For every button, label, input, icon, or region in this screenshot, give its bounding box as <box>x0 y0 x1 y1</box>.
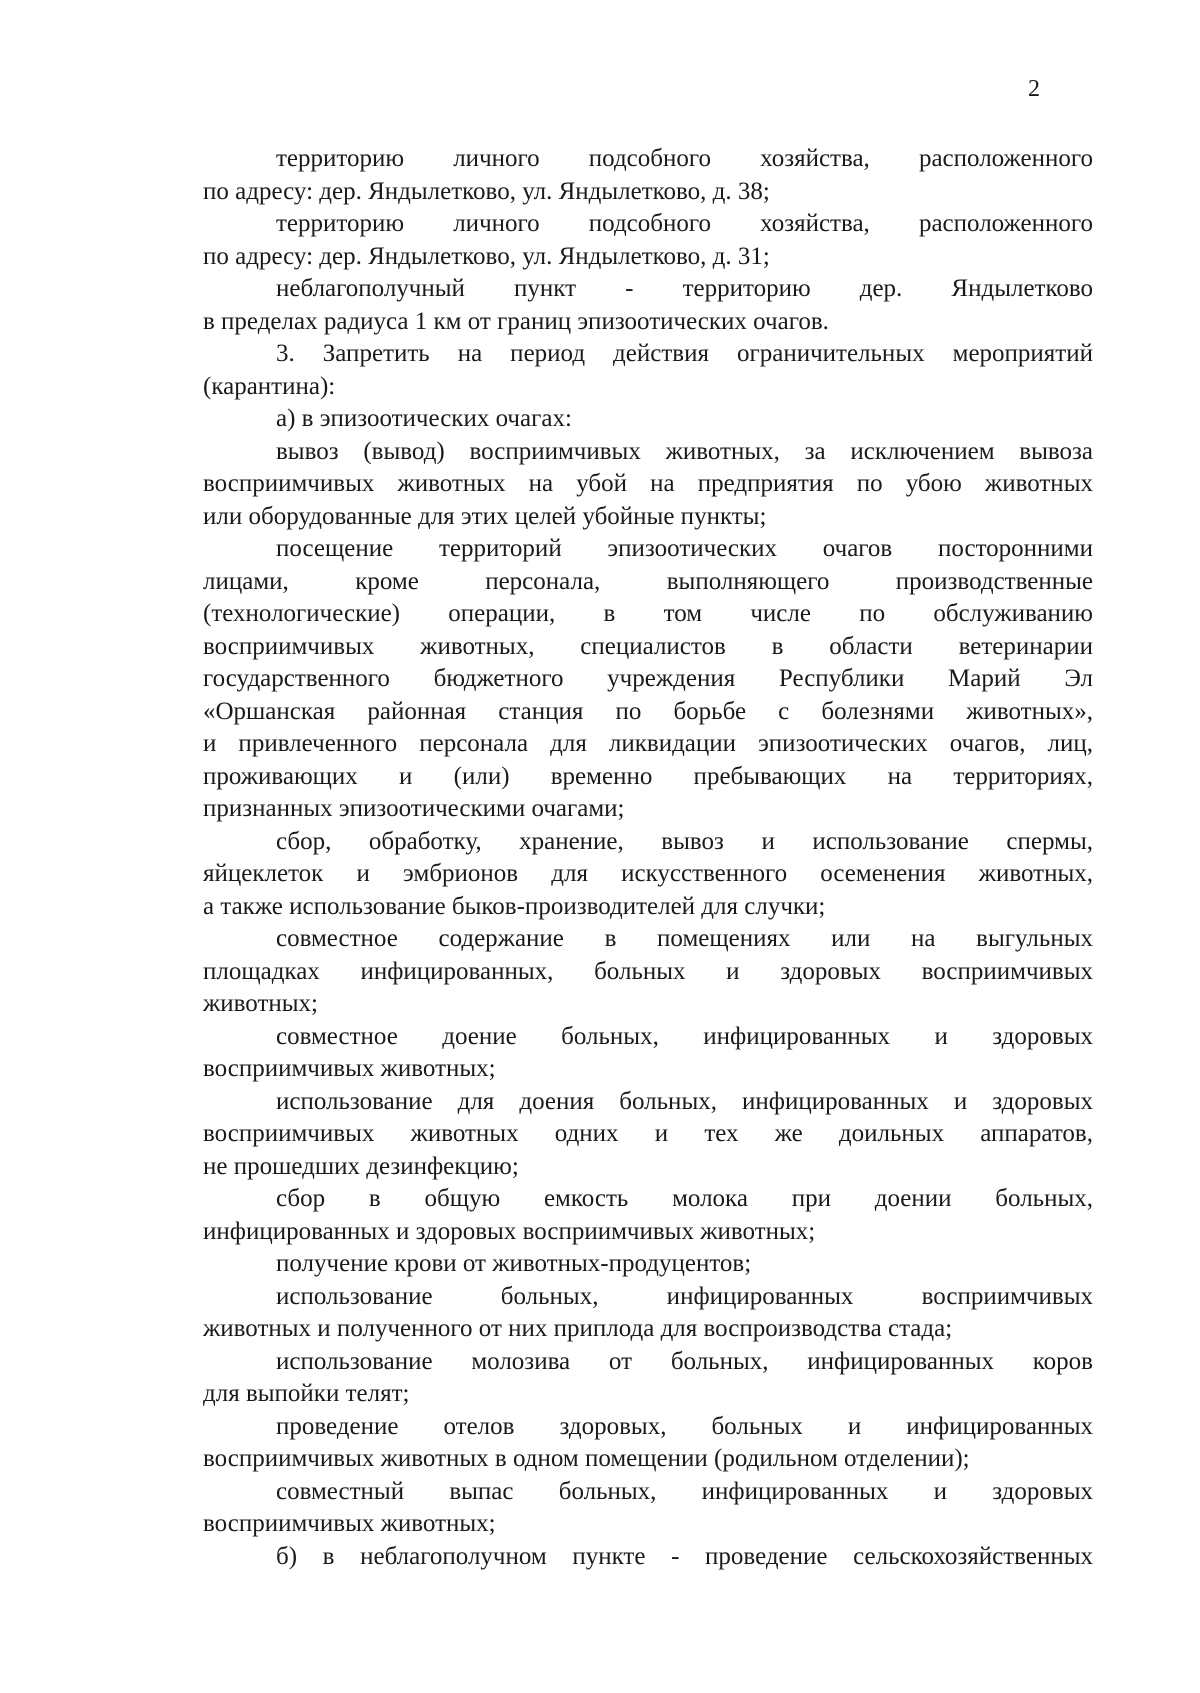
text-line: восприимчивых животных, специалистов в области ветеринарии <box>203 632 1093 660</box>
text-line: совместное доение больных, инфицированных и здоровых <box>276 1022 1093 1050</box>
paragraph-grazing <box>203 1476 1093 1541</box>
text-line: для выпойки телят; <box>203 1380 410 1407</box>
paragraph-milking-machines <box>203 1086 1093 1184</box>
paragraph-calving <box>203 1411 1093 1476</box>
text-line: восприимчивых животных; <box>203 1055 496 1082</box>
paragraph-joint-milking <box>203 1021 1093 1086</box>
text-line: а) в эпизоотических очагах: <box>276 405 572 432</box>
text-line: восприимчивых животных одних и тех же доильных аппаратов, <box>203 1120 1093 1147</box>
text-line: использование больных, инфицированных восприимчивых <box>276 1282 1093 1310</box>
paragraph-removal <box>203 436 1093 534</box>
paragraph-milk-collection <box>203 1183 1093 1248</box>
text-line: а также использование быков-производителей для случки; <box>203 892 826 920</box>
text-line: использование для доения больных, инфицированных и здоровых <box>276 1087 1093 1115</box>
page-number: 2 <box>1028 76 1040 102</box>
paragraph-joint-keeping <box>203 923 1093 1021</box>
text-line: по адресу: дер. Яндылетково, ул. Яндылетково, д. 31; <box>203 242 770 270</box>
text-line: восприимчивых животных; <box>203 1510 496 1537</box>
paragraph-address-38 <box>203 143 1093 208</box>
text-line: проведение отелов здоровых, больных и инфицированных <box>276 1412 1093 1440</box>
text-line: сбор, обработку, хранение, вывоз и использование спермы, <box>276 827 1093 855</box>
text-line: (технологические) операции, в том числе по обслуживанию <box>203 600 1093 627</box>
text-line: совместный выпас больных, инфицированных и здоровых <box>276 1477 1093 1505</box>
text-line: «Оршанская районная станция по борьбе с болезнями животных», <box>203 697 1093 725</box>
text-line: или оборудованные для этих целей убойные пункты; <box>203 502 767 530</box>
text-line: использование молозива от больных, инфицированных коров <box>276 1347 1093 1375</box>
text-line: получение крови от животных-продуцентов; <box>276 1250 752 1277</box>
text-line: восприимчивых животных на убой на предприятия по убою животных <box>203 470 1093 497</box>
paragraph-colostrum <box>203 1346 1093 1411</box>
text-line: совместное содержание в помещениях или на выгульных <box>276 925 1093 952</box>
text-line: лицами, кроме персонала, выполняющего производственные <box>203 567 1093 595</box>
text-line: 3. Запретить на период действия ограничительных мероприятий <box>276 340 1093 367</box>
text-line: площадках инфицированных, больных и здоровых восприимчивых <box>203 957 1093 985</box>
text-line: признанных эпизоотическими очагами; <box>203 795 625 822</box>
text-line: не прошедших дезинфекцию; <box>203 1152 519 1180</box>
text-line: территорию личного подсобного хозяйства, расположенного <box>276 210 1093 237</box>
paragraph-reproduction <box>203 1281 1093 1346</box>
paragraph-address-31 <box>203 208 1093 273</box>
text-line: (карантина): <box>203 372 336 400</box>
text-line: вывоз (вывод) восприимчивых животных, за исключением вывоза <box>276 437 1093 465</box>
text-line: б) в неблагополучном пункте - проведение сельскохозяйственных <box>276 1542 1093 1570</box>
text-line: животных; <box>203 990 319 1017</box>
text-line: посещение территорий эпизоотических очагов посторонними <box>276 535 1093 562</box>
text-line: проживающих и (или) временно пребывающих на территориях, <box>203 762 1093 790</box>
text-line: и привлеченного персонала для ликвидации эпизоотических очагов, лиц, <box>203 730 1093 757</box>
paragraph-unfavorable-point <box>203 273 1093 338</box>
text-line: государственного бюджетного учреждения Республики Марий Эл <box>203 665 1093 692</box>
text-line: животных и полученного от них приплода для воспроизводства стада; <box>203 1315 953 1342</box>
text-line: яйцеклеток и эмбрионов для искусственного осеменения животных, <box>203 860 1093 887</box>
text-line: территорию личного подсобного хозяйства, расположенного <box>276 145 1093 172</box>
paragraph-visits <box>203 533 1093 826</box>
text-line: в пределах радиуса 1 км от границ эпизоотических очагов. <box>203 307 829 335</box>
text-line: по адресу: дер. Яндылетково, ул. Яндылетково, д. 38; <box>203 177 770 205</box>
paragraph-subitem-b <box>203 1541 1093 1574</box>
paragraph-semen <box>203 826 1093 924</box>
document-body <box>203 143 1093 1573</box>
text-line: инфицированных и здоровых восприимчивых животных; <box>203 1217 816 1245</box>
paragraph-blood <box>203 1248 1093 1281</box>
paragraph-subitem-a <box>203 403 1093 436</box>
paragraph-item-3 <box>203 338 1093 403</box>
text-line: восприимчивых животных в одном помещении (родильном отделении); <box>203 1445 970 1472</box>
text-line: сбор в общую емкость молока при доении больных, <box>276 1185 1093 1212</box>
text-line: неблагополучный пункт - территорию дер. Яндылетково <box>276 275 1093 302</box>
